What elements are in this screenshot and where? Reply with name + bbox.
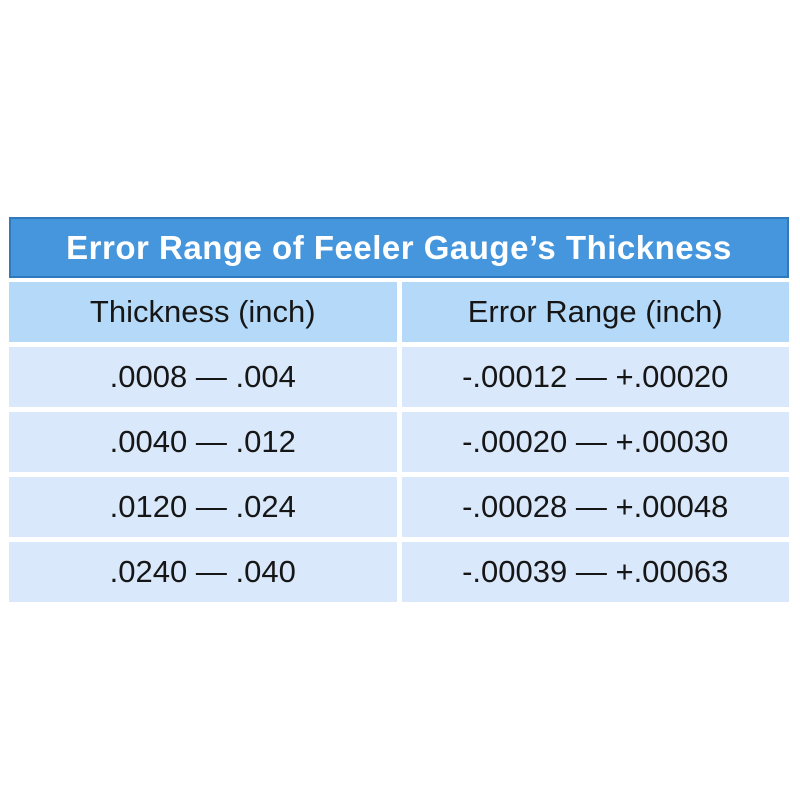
table-title: Error Range of Feeler Gauge’s Thickness xyxy=(9,217,789,278)
cell-row1-thickness: .0008 — .004 xyxy=(9,347,397,407)
cell-row3-error-range: -.00028 — +.00048 xyxy=(402,477,790,537)
column-header-error-range: Error Range (inch) xyxy=(402,282,790,342)
feeler-gauge-error-table xyxy=(9,217,789,602)
cell-row4-thickness: .0240 — .040 xyxy=(9,542,397,602)
cell-row2-error-range: -.00020 — +.00030 xyxy=(402,412,790,472)
cell-row2-thickness: .0040 — .012 xyxy=(9,412,397,472)
table-grid xyxy=(9,282,789,602)
cell-row1-error-range: -.00012 — +.00020 xyxy=(402,347,790,407)
column-header-thickness: Thickness (inch) xyxy=(9,282,397,342)
cell-row4-error-range: -.00039 — +.00063 xyxy=(402,542,790,602)
cell-row3-thickness: .0120 — .024 xyxy=(9,477,397,537)
